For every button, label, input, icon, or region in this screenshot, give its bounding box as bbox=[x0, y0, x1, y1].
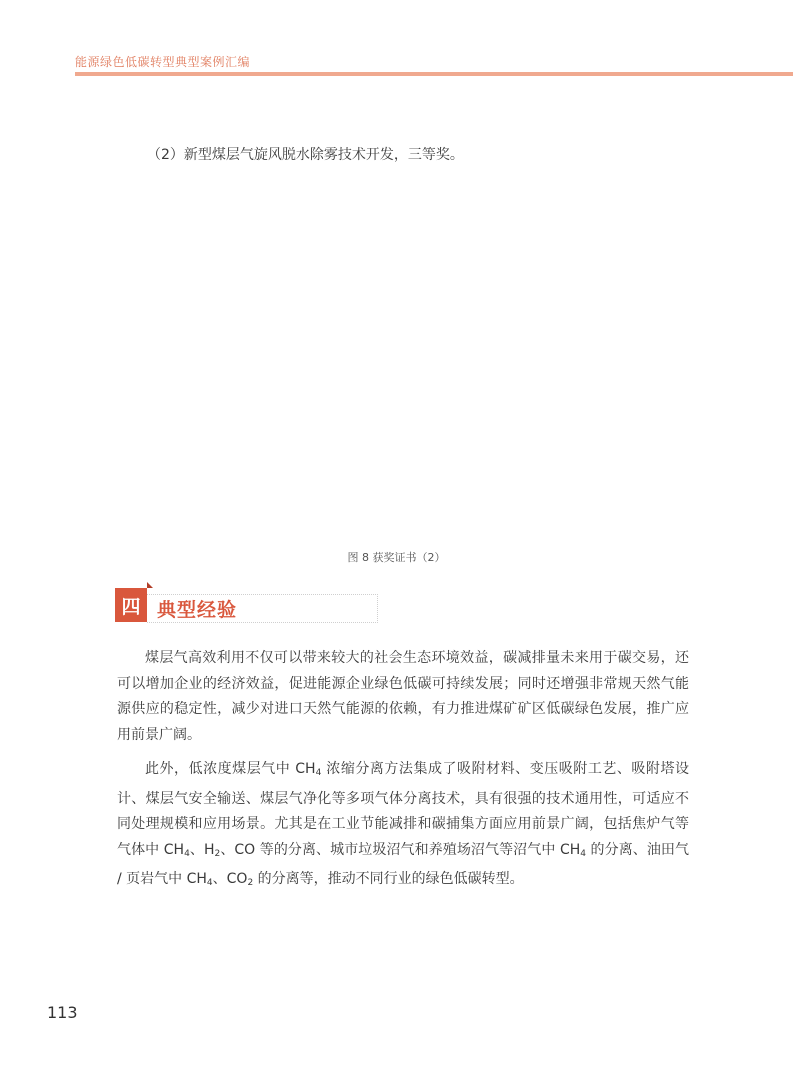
p2-text: 浓缩分离方法集成了吸附材料、变压吸附工艺、吸附塔设计、煤层气安全输送、煤层气净化等多项气体分离技术，具有很强的技术通用性，可适应不同处理规模和应用场景。尤其是在工业节能减排和碳捕集方面应用前景广阔，包括焦炉气等气体中 CH bbox=[117, 761, 689, 858]
paragraph-2 bbox=[117, 757, 689, 897]
subscript: 2 bbox=[214, 848, 221, 859]
p2-text: 、H bbox=[189, 841, 215, 858]
figure-caption: 图 8 获奖证书（2） bbox=[347, 551, 446, 564]
paragraph-1: 煤层气高效利用不仅可以带来较大的社会生态环境效益，碳减排量未来用于碳交易，还可以增加企业的经济效益，促进能源企业绿色低碳可持续发展；同时还增强非常规天然气能源供应的稳定性，减少对进口天然气能源的依赖，有力推进煤矿矿区低碳绿色发展，推广应用前景广阔。 bbox=[117, 650, 689, 743]
subscript: 4 bbox=[315, 768, 322, 778]
page-number: 113 bbox=[47, 1003, 78, 1022]
p2-text: 、CO 等的分离、城市垃圾沼气和养殖场沼气等沼气中 CH bbox=[220, 841, 581, 858]
running-header: 能源绿色低碳转型典型案例汇编 bbox=[75, 55, 251, 69]
section-number-badge: 四 bbox=[115, 588, 147, 622]
p2-text: 的分离等，推动不同行业的绿色低碳转型。 bbox=[253, 871, 524, 887]
award-line: （2）新型煤层气旋风脱水除雾技术开发，三等奖。 bbox=[147, 147, 464, 163]
p2-text: 的分离、油田气 / 页岩气中 CH bbox=[117, 841, 690, 887]
subscript: 2 bbox=[247, 878, 254, 888]
subscript: 4 bbox=[580, 848, 586, 859]
subscript: 4 bbox=[206, 878, 213, 888]
p2-text: 此外，低浓度煤层气中 CH bbox=[145, 761, 316, 777]
subscript: 4 bbox=[184, 848, 190, 859]
section-badge-fold bbox=[147, 582, 153, 588]
section-title: 典型经验 bbox=[157, 599, 238, 621]
p2-text: 、CO bbox=[212, 871, 248, 887]
header-rule bbox=[75, 72, 793, 76]
